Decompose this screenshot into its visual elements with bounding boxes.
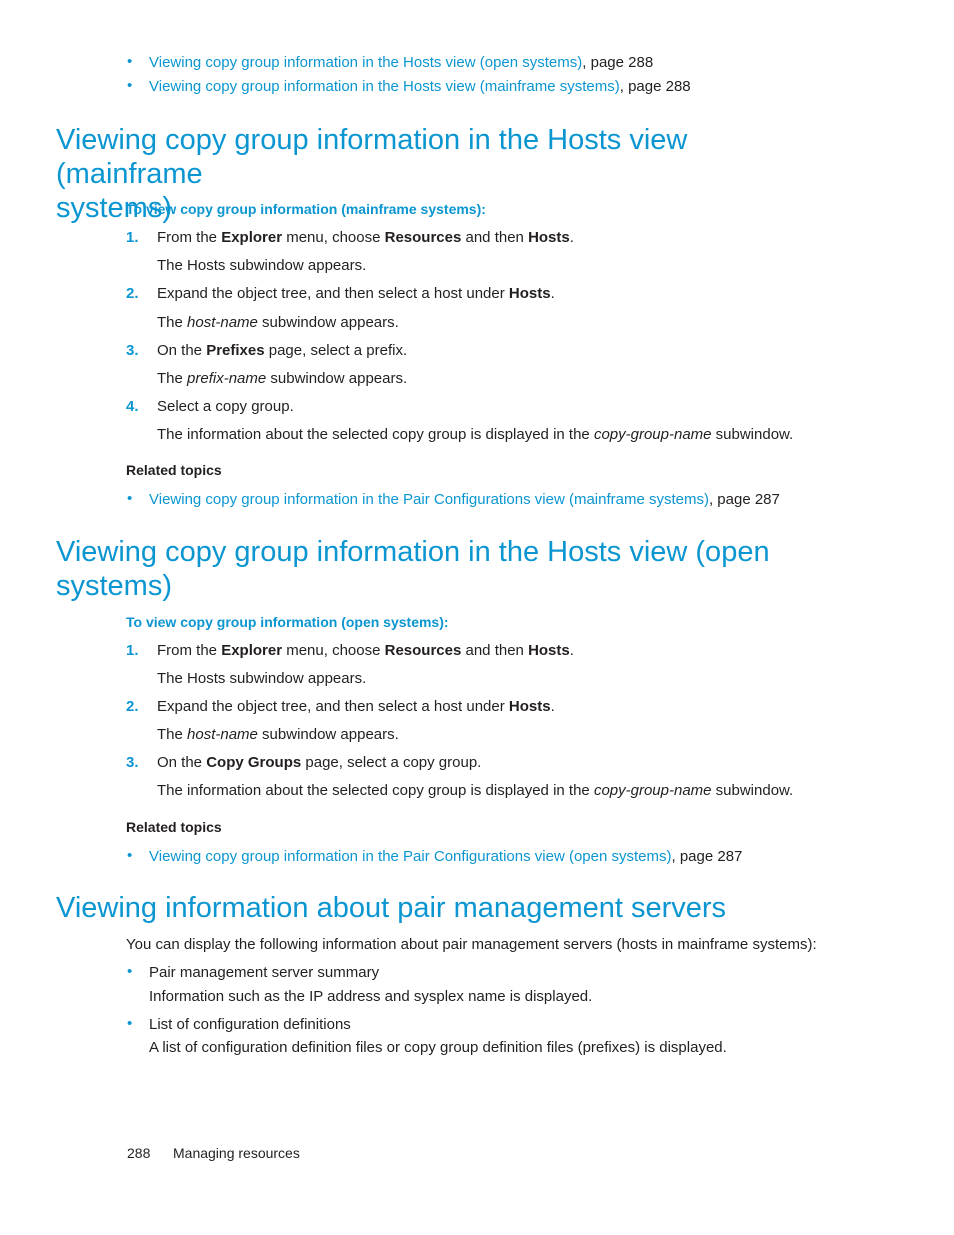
step-result: The host-name subwindow appears. [157,314,399,331]
step-number: 3. [126,754,139,771]
bullet-icon: • [127,53,133,70]
link-hosts-view-open[interactable]: Viewing copy group information in the Hosts view (open systems) [149,54,583,71]
page-ref: , page 287 [708,491,780,508]
step-number: 4. [126,398,139,415]
step-number: 1. [126,642,139,659]
list-item-title: List of configuration definitions [149,1016,351,1033]
page-number: 288 [127,1145,151,1161]
link-hosts-view-mainframe[interactable]: Viewing copy group information in the Hosts view (mainframe systems) [149,78,620,95]
bullet-icon: • [127,490,133,507]
step-number: 2. [126,285,139,302]
step-number: 3. [126,342,139,359]
page-ref: , page 287 [671,848,743,865]
heading-line: Viewing copy group information in the Hosts view (open [56,536,770,568]
page-ref: , page 288 [619,78,691,95]
step-text: Expand the object tree, and then select a host under Hosts. [157,698,555,715]
list-item-desc: A list of configuration definition files or copy group definition files (prefixes) is displayed. [149,1039,727,1056]
link-pair-config-open[interactable]: Viewing copy group information in the Pair Configurations view (open systems) [149,848,672,865]
related-link-row [149,847,742,867]
step-text: From the Explorer menu, choose Resources and then Hosts. [157,642,574,659]
heading-line: Viewing copy group information in the Hosts view (mainframe [56,124,688,190]
heading-line: systems) [56,570,172,602]
procedure-title: To view copy group information (open systems): [126,614,449,630]
bullet-icon: • [127,77,133,94]
step-text: From the Explorer menu, choose Resources and then Hosts. [157,229,574,246]
section-heading-pair-management: Viewing information about pair management servers [56,892,727,924]
step-text: On the Prefixes page, select a prefix. [157,342,408,359]
related-topics-label: Related topics [126,819,222,835]
step-result: The prefix-name subwindow appears. [157,370,408,387]
step-result: The host-name subwindow appears. [157,726,399,743]
bullet-icon: • [127,963,133,980]
step-text: Select a copy group. [157,398,294,415]
related-topics-label: Related topics [126,462,222,478]
step-text: On the Copy Groups page, select a copy group. [157,754,482,771]
top-link-row-1 [149,53,653,73]
top-link-row-2 [149,77,691,97]
list-item-title: Pair management server summary [149,964,380,981]
list-item-desc: Information such as the IP address and sysplex name is displayed. [149,988,593,1005]
link-pair-config-mainframe[interactable]: Viewing copy group information in the Pair Configurations view (mainframe systems) [149,491,709,508]
step-number: 1. [126,229,139,246]
bullet-icon: • [127,1015,133,1032]
step-text: Expand the object tree, and then select a host under Hosts. [157,285,555,302]
step-result: The information about the selected copy group is displayed in the copy-group-name subwindow. [157,426,794,443]
footer-section-title: Managing resources [173,1145,300,1161]
related-link-row [149,490,780,510]
section-heading-open [56,535,836,603]
intro-paragraph: You can display the following information about pair management servers (hosts in mainframe systems): [126,936,817,953]
step-number: 2. [126,698,139,715]
heading-line: systems) [56,192,172,224]
step-result: The information about the selected copy group is displayed in the copy-group-name subwindow. [157,782,794,799]
page-ref: , page 288 [582,54,654,71]
step-result: The Hosts subwindow appears. [157,670,367,687]
step-result: The Hosts subwindow appears. [157,257,367,274]
procedure-title: To view copy group information (mainframe systems): [126,201,486,217]
bullet-icon: • [127,847,133,864]
